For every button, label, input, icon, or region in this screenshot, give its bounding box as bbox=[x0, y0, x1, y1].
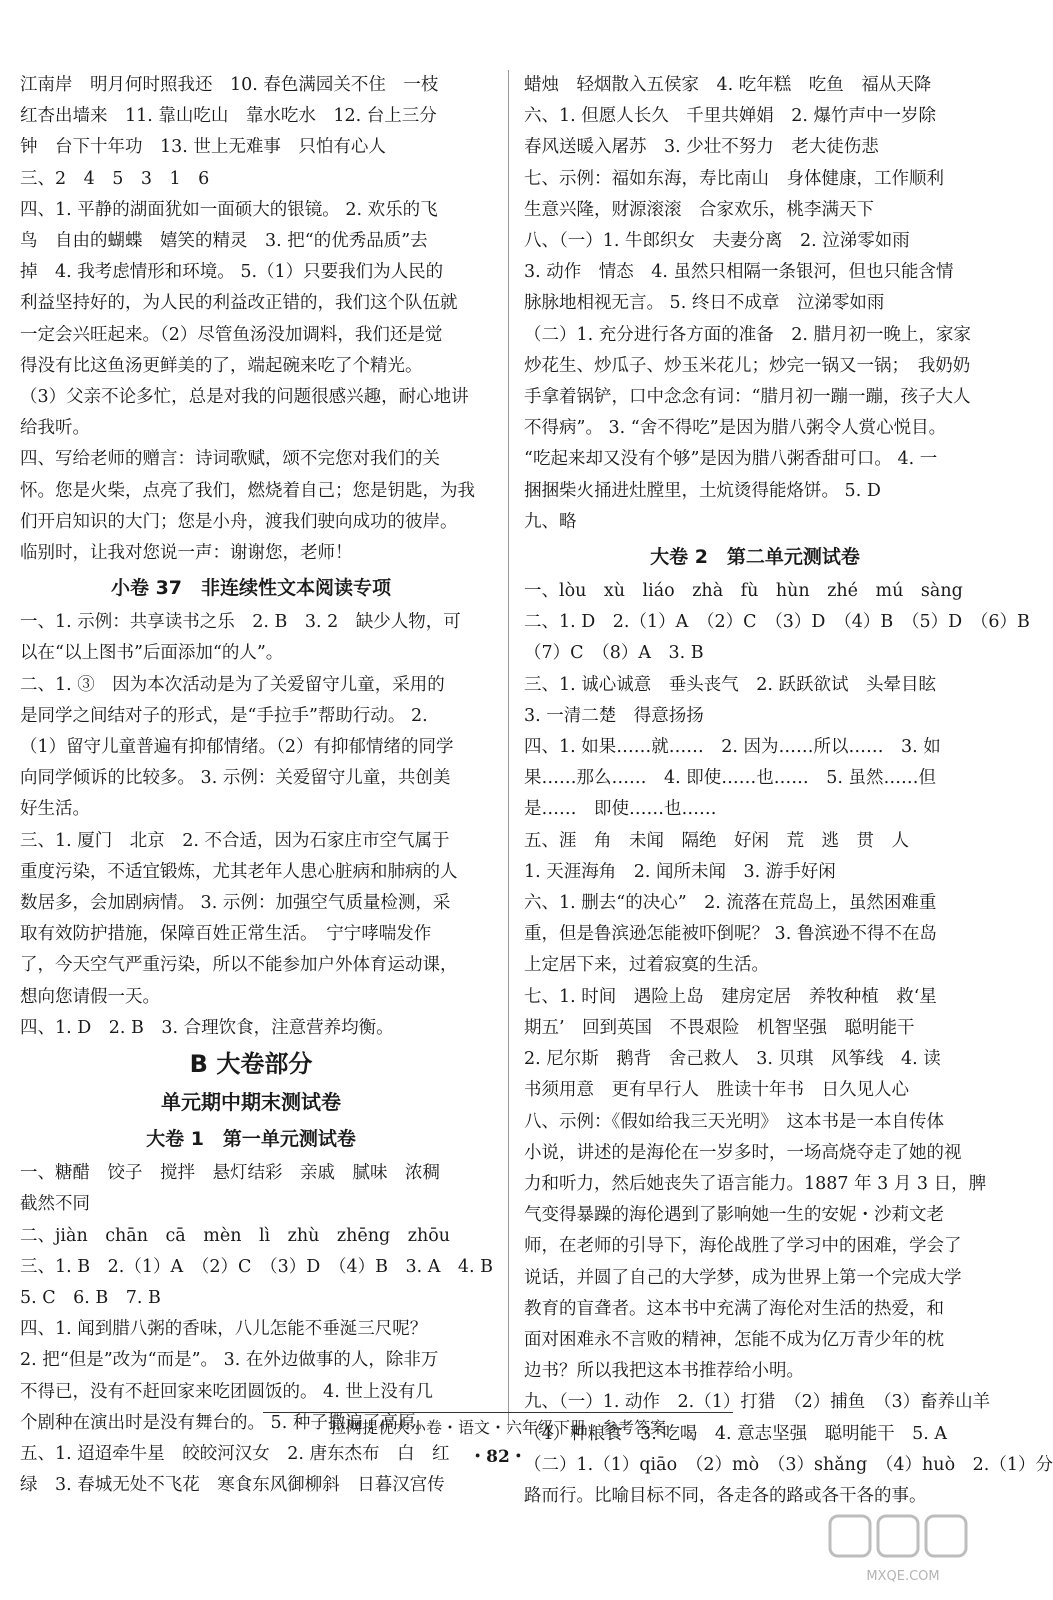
answer-line: 师，在老师的引导下，海伦战胜了学习中的困难，学会了 bbox=[524, 1236, 962, 1257]
answer-line: 是…… 即使……也…… bbox=[524, 799, 717, 820]
answer-line: 一、糖醋 饺子 搅拌 悬灯结彩 亲戚 腻味 浓稠 bbox=[20, 1163, 440, 1184]
answer-line: 数居多，会加剧病情。 3. 示例：加强空气质量检测，采 bbox=[20, 893, 451, 914]
part-subheading: 单元期中期末测试卷 bbox=[161, 1090, 341, 1115]
right-column bbox=[524, 70, 1053, 1512]
answer-line: 八、示例：《假如给我三天光明》 这本书是一本自传体 bbox=[524, 1111, 944, 1132]
answer-line: （1）留守儿童普遍有抑郁情绪。（2）有抑郁情绪的同学 bbox=[20, 737, 454, 758]
answer-line: 重度污染，不适宜锻炼，尤其老年人患心脏病和肺病的人 bbox=[20, 861, 458, 882]
answer-line: 绿 3. 春城无处不飞花 寒食东风御柳斜 日暮汉宫传 bbox=[20, 1475, 445, 1496]
answer-line: 果……那么…… 4. 即使……也…… 5. 虽然……但 bbox=[524, 768, 937, 789]
answer-line: 四、1. 如果……就…… 2. 因为……所以…… 3. 如 bbox=[524, 737, 941, 758]
answer-line: 三、1. 诚心诚意 垂头丧气 2. 跃跃欲试 头晕目眩 bbox=[524, 674, 937, 695]
watermark-logo bbox=[828, 1512, 978, 1588]
answer-line: 临别时，让我对您说一声：谢谢您，老师！ bbox=[20, 543, 353, 564]
answer-line: 重，但是鲁滨逊怎能被吓倒呢？ 3. 鲁滨逊不得不在岛 bbox=[524, 924, 937, 945]
column-divider bbox=[508, 70, 509, 1430]
answer-line: 七、1. 时间 遇险上岛 建房定居 养牧种植 救‘星 bbox=[524, 986, 937, 1007]
answer-line: 三、1. 厦门 北京 2. 不合适，因为石家庄市空气属于 bbox=[20, 830, 450, 851]
answer-line: 利益坚持好的，为人民的利益改正错的，我们这个队伍就 bbox=[20, 293, 458, 314]
answer-line: 蜡烛 轻烟散入五侯家 4. 吃年糕 吃鱼 福从天降 bbox=[524, 75, 932, 95]
answer-line: 小说，讲述的是海伦在一岁多时，一场高烧夺走了她的视 bbox=[524, 1142, 962, 1163]
answer-line: 鸟 自由的蝴蝶 嬉笑的精灵 3. 把“的优秀品质”去 bbox=[20, 231, 428, 252]
answer-line: 说话，并圆了自己的大学梦，成为世界上第一个完成大学 bbox=[524, 1267, 962, 1288]
answer-line: 1. 天涯海角 2. 闻所未闻 3. 游手好闲 bbox=[524, 861, 836, 882]
answer-line: 一、lòu xù liáo zhà fù hùn zhé mú sàng bbox=[524, 581, 963, 602]
answer-line: 2. 尼尔斯 鹅背 舍己救人 3. 贝琪 风筝线 4. 读 bbox=[524, 1049, 941, 1070]
answer-line: 二、1. D 2.（1）A （2）C （3）D （4）B （5）D （6）B bbox=[524, 612, 1030, 633]
answer-line: 一、1. 示例：共享读书之乐 2. B 3. 2 缺少人物，可 bbox=[20, 612, 461, 633]
answer-line: 三、2 4 5 3 1 6 bbox=[20, 168, 210, 189]
answer-line: 想向您请假一天。 bbox=[20, 986, 160, 1007]
watermark-text: MXQE.COM bbox=[866, 1569, 940, 1584]
answer-line: 掉 4. 我考虑情形和环境。 5.（1）只要我们为人民的 bbox=[20, 262, 444, 283]
answer-line: 们开启知识的大门；您是小舟，渡我们驶向成功的彼岸。 bbox=[20, 511, 458, 532]
answer-line: 四、写给老师的赠言：诗词歌赋，颂不完您对我们的关 bbox=[20, 449, 440, 470]
answer-line: 期五’ 回到英国 不畏艰险 机智坚强 聪明能干 bbox=[524, 1017, 915, 1038]
answer-line: 个剧种在演出时是没有舞台的。 5. 种子撒遍了高原。 bbox=[20, 1412, 433, 1433]
answer-line: 向同学倾诉的比较多。 3. 示例：关爱留守儿童，共创美 bbox=[20, 768, 451, 789]
answer-line: 5. C 6. B 7. B bbox=[20, 1287, 161, 1308]
answer-line: 江南岸 明月何时照我还 10. 春色满园关不住 一枝 bbox=[20, 75, 439, 95]
left-answers-block-1 bbox=[20, 70, 482, 569]
answer-line: 七、示例：福如东海，寿比南山 身体健康，工作顺利 bbox=[524, 168, 944, 189]
answer-line: （3）父亲不论多忙，总是对我的问题很感兴趣，耐心地讲 bbox=[20, 387, 469, 408]
answer-line: “吃起来却又没有个够”是因为腊八粥香甜可口。 4. 一 bbox=[524, 449, 938, 470]
answer-line: 怀。您是火柴，点亮了我们，燃烧着自己；您是钥匙，为我 bbox=[20, 480, 475, 501]
answer-line: 五、1. 迢迢牵牛星 皎皎河汉女 2. 唐东杰布 白 红 bbox=[20, 1443, 450, 1464]
answer-line: 二、jiàn chān cā mèn lì zhù zhēng zhōu bbox=[20, 1225, 451, 1246]
answer-line: 三、1. B 2.（1）A （2）C （3）D （4）B 3. A 4. B bbox=[20, 1256, 494, 1277]
section-heading-unit-2: 大卷 2 第二单元测试卷 bbox=[650, 546, 860, 569]
answer-line: 面对困难永不言败的精神，怎能不成为亿万青少年的枕 bbox=[524, 1329, 944, 1350]
left-column bbox=[20, 70, 494, 1501]
answer-line: 了，今天空气严重污染，所以不能参加户外体育运动课， bbox=[20, 955, 458, 976]
answer-line: 春风送暖入屠苏 3. 少壮不努力 老大徒伤悲 bbox=[524, 137, 879, 158]
answer-line: 好生活。 bbox=[20, 799, 90, 820]
footer-title: 拉网提优大小卷・语文・六年级下册 参考答案 bbox=[263, 1412, 733, 1438]
answer-line: 边书？所以我把这本书推荐给小明。 bbox=[524, 1361, 804, 1382]
answer-line: 六、1. 删去“的决心” 2. 流落在荒岛上，虽然困难重 bbox=[524, 893, 937, 914]
answer-line: 力和听力，然后她丧失了语言能力。1887 年 3 月 3 日，脾 bbox=[524, 1173, 987, 1194]
answer-line: 3. 动作 情态 4. 虽然只相隔一条银河，但也只能含情 bbox=[524, 262, 954, 283]
answer-line: 2. 把“但是”改为“而是”。 3. 在外边做事的人，除非万 bbox=[20, 1350, 439, 1371]
answer-line: 路而行。比喻目标不同，各走各的路或各干各的事。 bbox=[524, 1485, 927, 1506]
answer-line: 红杏出墙来 11. 靠山吃山 靠水吃水 12. 台上三分 bbox=[20, 106, 437, 127]
answer-line: 四、1. D 2. B 3. 合理饮食，注意营养均衡。 bbox=[20, 1017, 394, 1038]
answer-line: 给我听。 bbox=[20, 418, 90, 439]
left-answers-block-2 bbox=[20, 607, 482, 1044]
answer-line: 四、1. 闻到腊八粥的香味，八儿怎能不垂涎三尺呢？ bbox=[20, 1319, 428, 1340]
answer-line: 截然不同 bbox=[20, 1194, 90, 1215]
answer-line: 九、（一）1. 动作 2.（1）打猎 （2）捕鱼 （3）畜养山羊 bbox=[524, 1392, 991, 1413]
answer-line: 取有效防护措施，保障百姓正常生活。 宁宁哮喘发作 bbox=[20, 924, 432, 945]
answer-line: （4）种粮食 3. 吃喝 4. 意志坚强 聪明能干 5. A bbox=[524, 1423, 948, 1444]
right-answers-block-2 bbox=[524, 576, 1053, 1512]
answer-line: 以在“以上图书”后面添加“的人”。 bbox=[20, 643, 284, 664]
answer-line: 得没有比这鱼汤更鲜美的了，端起碗来吃了个精光。 bbox=[20, 355, 423, 376]
answer-line: 教育的盲聋者。这本书中充满了海伦对生活的热爱，和 bbox=[524, 1298, 944, 1319]
answer-line: 脉脉地相视无言。 5. 终日不成章 泣涕零如雨 bbox=[524, 293, 885, 314]
answer-line: 炒花生、炒瓜子、炒玉米花儿；炒完一锅又一锅； 我奶奶 bbox=[524, 355, 971, 376]
answer-line: （二）1.（1）qiāo （2）mò （3）shǎng （4）huò 2.（1）分 bbox=[524, 1454, 1053, 1475]
answer-line: （二）1. 充分进行各方面的准备 2. 腊月初一晚上，家家 bbox=[524, 324, 972, 345]
section-heading-unit-1: 大卷 1 第一单元测试卷 bbox=[146, 1128, 356, 1151]
right-answers-block-1 bbox=[524, 70, 986, 538]
answer-line: 不得病”。 3. “舍不得吃”是因为腊八粥令人赏心悦目。 bbox=[524, 418, 947, 439]
answer-line: 钟 台下十年功 13. 世上无难事 只怕有心人 bbox=[20, 137, 386, 158]
answer-line: 八、（一）1. 牛郎织女 夫妻分离 2. 泣涕零如雨 bbox=[524, 231, 910, 252]
section-heading-quiz-37: 小卷 37 非连续性文本阅读专项 bbox=[110, 577, 392, 600]
answer-line: 捆捆柴火捅进灶膛里，土炕烫得能烙饼。 5. D bbox=[524, 480, 881, 501]
part-heading-b: B 大卷部分 bbox=[189, 1050, 313, 1079]
answer-line: 六、1. 但愿人长久 千里共婵娟 2. 爆竹声中一岁除 bbox=[524, 106, 937, 127]
answer-line: 书须用意 更有早行人 胜读十年书 日久见人心 bbox=[524, 1080, 909, 1101]
answer-line: 五、涯 角 未闻 隔绝 好闲 荒 逃 贯 人 bbox=[524, 830, 909, 851]
page-number: ・82・ bbox=[469, 1447, 527, 1467]
answer-line: 四、1. 平静的湖面犹如一面硕大的银镜。 2. 欢乐的飞 bbox=[20, 199, 438, 220]
answer-line: 生意兴隆，财源滚滚 合家欢乐，桃李满天下 bbox=[524, 199, 874, 220]
answer-line: 二、1. ③ 因为本次活动是为了关爱留守儿童，采用的 bbox=[20, 674, 445, 695]
answer-line: 3. 一清二楚 得意扬扬 bbox=[524, 705, 704, 726]
answer-line: 手拿着锅铲，口中念念有词：“腊月初一蹦一蹦，孩子大人 bbox=[524, 387, 971, 408]
answer-line: 一定会兴旺起来。（2）尽管鱼汤没加调料，我们还是觉 bbox=[20, 324, 443, 345]
answer-line: 上定居下来，过着寂寞的生活。 bbox=[524, 955, 769, 976]
answer-line: （7）C （8）A 3. B bbox=[524, 643, 704, 664]
answer-line: 不得已，没有不赶回家来吃团圆饭的。 4. 世上没有几 bbox=[20, 1381, 433, 1402]
answer-line: 是同学之间结对子的形式，是“手拉手”帮助行动。 2. bbox=[20, 705, 428, 726]
answer-line: 气变得暴躁的海伦遇到了影响她一生的安妮・沙莉文老 bbox=[524, 1205, 944, 1226]
answer-line: 九、略 bbox=[524, 511, 577, 532]
